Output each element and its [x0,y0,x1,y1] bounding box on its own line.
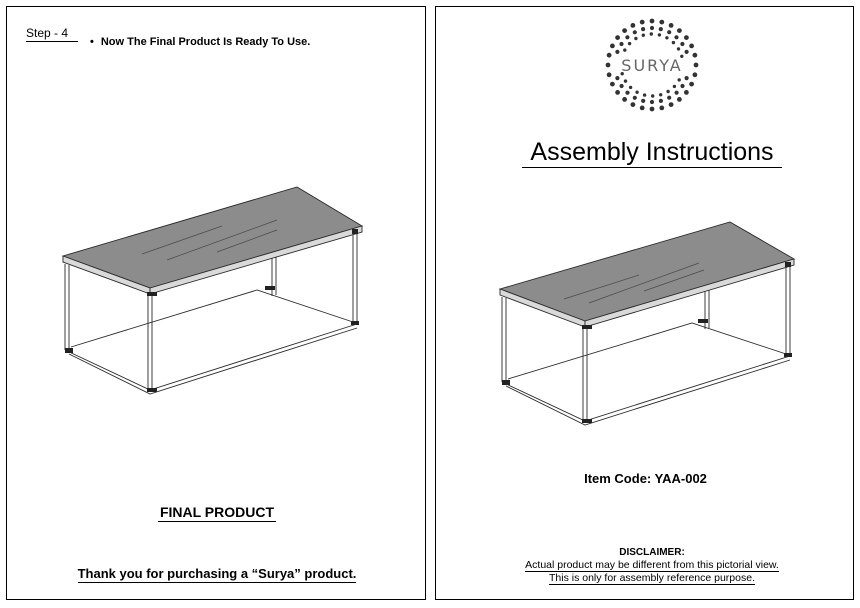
logo-dot [667,30,671,34]
thank-you-message: Thank you for purchasing a “Surya” product. [77,566,357,581]
disclaimer-line-1: Actual product may be different from this pictorial view. [525,559,779,571]
logo-dot [666,90,669,93]
logo-dot [635,91,638,94]
logo-dot [673,85,676,88]
logo-dot [623,48,626,51]
logo-dot [641,99,645,103]
logo-dot [651,94,654,97]
logo-dot [677,97,682,102]
logo-dot [610,82,615,87]
logo-dot [615,35,620,40]
final-product-illustration [57,182,367,397]
logo-dot [625,35,629,39]
logo-dot [633,30,637,34]
logo-dot [650,32,653,35]
logo-dot [658,33,661,36]
logo-dot [684,35,689,40]
surya-logo [600,16,704,114]
logo-dot [689,44,694,49]
logo-dot [610,44,615,49]
logo-dot [622,28,627,33]
logo-dot [659,106,664,111]
logo-dot [650,100,654,104]
step-label: Step - 4 [26,26,78,42]
logo-dot [650,26,654,30]
logo-dot [665,36,668,39]
logo-dot [615,76,619,80]
logo-dot [620,84,624,88]
logo-dot [659,27,663,31]
logo-dot [625,91,629,95]
logo-dot [615,90,620,95]
disclaimer-title: DISCLAIMER: [619,547,685,558]
logo-dot [640,106,645,111]
bullet-icon: • [90,36,94,48]
logo-dot [659,20,664,25]
logo-dot [685,50,689,54]
page-title: Assembly Instructions [436,138,860,167]
right-page [435,6,854,600]
logo-dot [628,42,631,45]
logo-dot [659,99,663,103]
logo-dot [689,82,694,87]
logo-dot [631,102,636,107]
logo-dot [680,84,684,88]
logo-dot [641,27,645,31]
logo-dot [669,23,674,28]
step-text: Now The Final Product Is Ready To Use. [100,36,311,48]
logo-dot [619,42,623,46]
logo-dot [685,76,689,80]
logo-dot [624,79,627,82]
logo-dot [674,35,678,39]
logo-dot [622,97,627,102]
logo-dot [650,19,655,24]
logo-dot [642,34,645,37]
logo-dot [629,86,632,89]
logo-dot [633,96,637,100]
logo-dot [680,42,684,46]
logo-dot [631,23,636,28]
logo-dot [675,91,679,95]
item-code: Item Code: YAA-002 [584,471,707,486]
logo-text: SURYA [621,56,683,75]
logo-dot [672,41,675,44]
left-page [6,6,426,600]
logo-dot [634,37,637,40]
logo-dot [650,107,655,112]
final-product-label: FINAL PRODUCT [159,504,275,520]
logo-dot [643,93,646,96]
product-illustration [494,217,798,427]
step-instruction [90,36,310,48]
disclaimer-line-2: This is only for assembly reference purpose. [548,572,755,584]
logo-dot [667,96,671,100]
logo-dot [659,93,662,96]
logo-dot [684,90,689,95]
logo-dot [677,47,680,50]
logo-dot [678,78,681,81]
logo-dot [669,102,674,107]
logo-dot [640,20,645,25]
logo-dot [677,28,682,33]
logo-dot [615,50,619,54]
